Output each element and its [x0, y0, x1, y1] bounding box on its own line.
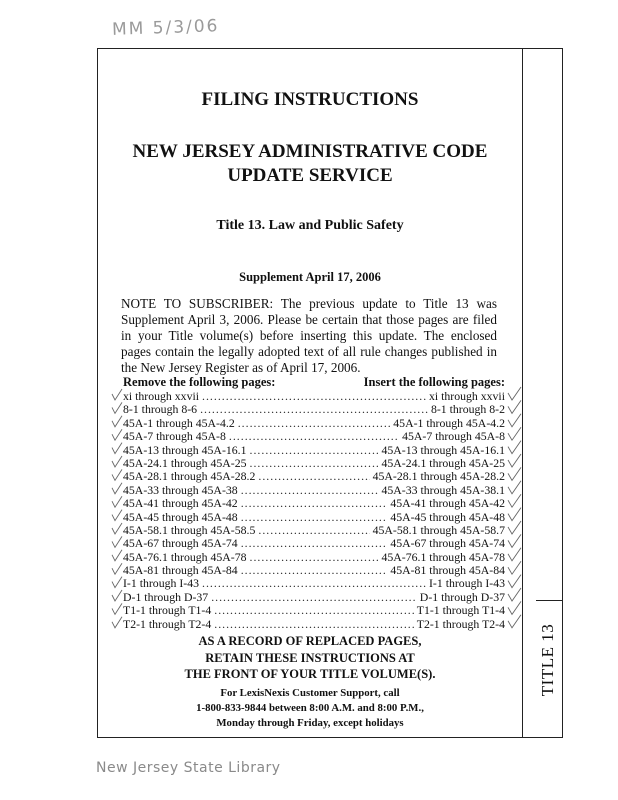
- insert-pages: 45A-13 through 45A-16.1: [381, 442, 505, 457]
- remove-header: Remove the following pages:: [123, 375, 276, 389]
- title-heading: Title 13. Law and Public Safety: [216, 218, 404, 233]
- table-row: [123, 484, 505, 497]
- dot-leader: [211, 591, 417, 604]
- dot-leader: [258, 470, 369, 483]
- dot-leader: [241, 537, 388, 550]
- table-row: [123, 444, 505, 457]
- tab-label: TITLE 13: [538, 623, 557, 697]
- code-title-line2: UPDATE SERVICE: [227, 165, 393, 186]
- insert-pages: 45A-7 through 45A-8: [402, 429, 505, 444]
- remove-pages: 45A-76.1 through 45A-78: [123, 549, 247, 564]
- page-title: FILING INSTRUCTIONS: [201, 89, 419, 110]
- table-row: [123, 564, 505, 577]
- table-row: [123, 577, 505, 590]
- dot-leader: [241, 511, 388, 524]
- code-title: [97, 140, 523, 188]
- table-row: [123, 470, 505, 483]
- subscriber-note: NOTE TO SUBSCRIBER: The previous update to Title 13 was Supplement April 3, 2006. Please be certain that those pages are filed in your Title volume(s) before inserting this update. The enclosed pages contain the legally adopted text of all rule changes published in the New Jersey Register as of April 17, 2006.: [121, 296, 497, 375]
- insert-pages: 45A-1 through 45A-4.2: [393, 415, 505, 430]
- insert-pages: 8-1 through 8-2: [430, 402, 505, 417]
- dot-leader: [229, 430, 399, 443]
- supplement-date: Supplement April 17, 2006: [239, 270, 381, 284]
- dot-leader: [250, 551, 379, 564]
- remove-pages: T1-1 through T1-4: [123, 603, 212, 618]
- remove-pages: 45A-41 through 45A-42: [123, 496, 238, 511]
- table-row: [123, 604, 505, 617]
- record-line3: THE FRONT OF YOUR TITLE VOLUME(S).: [184, 667, 436, 681]
- remove-pages: 45A-13 through 45A-16.1: [123, 442, 247, 457]
- table-row: [123, 537, 505, 550]
- record-line1: AS A RECORD OF REPLACED PAGES,: [198, 634, 422, 648]
- dot-leader: [241, 497, 388, 510]
- support-line1: For LexisNexis Customer Support, call: [220, 687, 400, 699]
- remove-pages: T2-1 through T2-4: [123, 616, 212, 631]
- remove-pages: 45A-58.1 through 45A-58.5: [123, 522, 256, 537]
- remove-pages: 45A-81 through 45A-84: [123, 563, 238, 578]
- dot-leader: [250, 444, 379, 457]
- dot-leader: [202, 390, 426, 403]
- dot-leader: [200, 403, 428, 416]
- insert-pages: T1-1 through T1-4: [416, 603, 505, 618]
- table-row: [123, 497, 505, 510]
- dot-leader: [202, 577, 426, 590]
- table-row: [123, 591, 505, 604]
- support-line2: 1-800-833-9844 between 8:00 A.M. and 8:00 P.M.,: [196, 702, 424, 714]
- dot-leader: [214, 618, 414, 631]
- remove-pages: 45A-7 through 45A-8: [123, 429, 226, 444]
- record-line2: RETAIN THESE INSTRUCTIONS AT: [205, 650, 415, 665]
- insert-pages: 45A-24.1 through 45A-25: [381, 455, 505, 470]
- dot-leader: [238, 417, 391, 430]
- remove-pages: 45A-67 through 45A-74: [123, 536, 238, 551]
- dot-leader: [214, 604, 414, 617]
- insert-pages: I-1 through I-43: [428, 576, 505, 591]
- insert-pages: 45A-28.1 through 45A-28.2: [372, 469, 505, 484]
- table-row: [123, 390, 505, 403]
- support-line3: Monday through Friday, except holidays: [216, 717, 404, 729]
- dot-leader: [250, 457, 379, 470]
- insert-pages: 45A-58.1 through 45A-58.7: [372, 522, 505, 537]
- dot-leader: [241, 564, 388, 577]
- insert-pages: xi through xxvii: [428, 389, 505, 403]
- insert-pages: 45A-33 through 45A-38.1: [381, 482, 505, 497]
- remove-pages: I-1 through I-43: [123, 576, 200, 591]
- remove-pages: 45A-24.1 through 45A-25: [123, 455, 247, 470]
- remove-pages: 45A-1 through 45A-4.2: [123, 415, 235, 430]
- insert-pages: 45A-81 through 45A-84: [390, 563, 505, 578]
- insert-pages: 45A-67 through 45A-74: [390, 536, 505, 551]
- remove-pages: D-1 through D-37: [123, 589, 209, 604]
- table-row: [123, 511, 505, 524]
- support-info: [97, 686, 523, 731]
- table-row: [123, 457, 505, 470]
- handwritten-annotation: MM 5/3/06: [111, 16, 220, 40]
- remove-pages: 8-1 through 8-6: [123, 402, 198, 417]
- table-row: [123, 403, 505, 416]
- table-row: [123, 430, 505, 443]
- table-row: [123, 417, 505, 430]
- page-list: [123, 390, 505, 631]
- remove-pages: 45A-28.1 through 45A-28.2: [123, 469, 256, 484]
- remove-pages: 45A-45 through 45A-48: [123, 509, 238, 524]
- table-row: [123, 551, 505, 564]
- insert-pages: D-1 through D-37: [419, 589, 505, 604]
- table-row: [123, 618, 505, 631]
- insert-header: Insert the following pages:: [363, 375, 505, 389]
- record-notice: [97, 633, 523, 683]
- insert-pages: 45A-41 through 45A-42: [390, 496, 505, 511]
- insert-pages: T2-1 through T2-4: [416, 616, 505, 631]
- insert-pages: 45A-45 through 45A-48: [390, 509, 505, 524]
- remove-pages: 45A-33 through 45A-38: [123, 482, 238, 497]
- dot-leader: [258, 524, 369, 537]
- dot-leader: [241, 484, 379, 497]
- tab-divider: [536, 600, 563, 601]
- table-row: [123, 524, 505, 537]
- library-stamp: New Jersey State Library: [96, 760, 281, 776]
- code-title-line1: NEW JERSEY ADMINISTRATIVE CODE: [132, 141, 488, 162]
- insert-pages: 45A-76.1 through 45A-78: [381, 549, 505, 564]
- remove-pages: xi through xxvii: [123, 389, 200, 403]
